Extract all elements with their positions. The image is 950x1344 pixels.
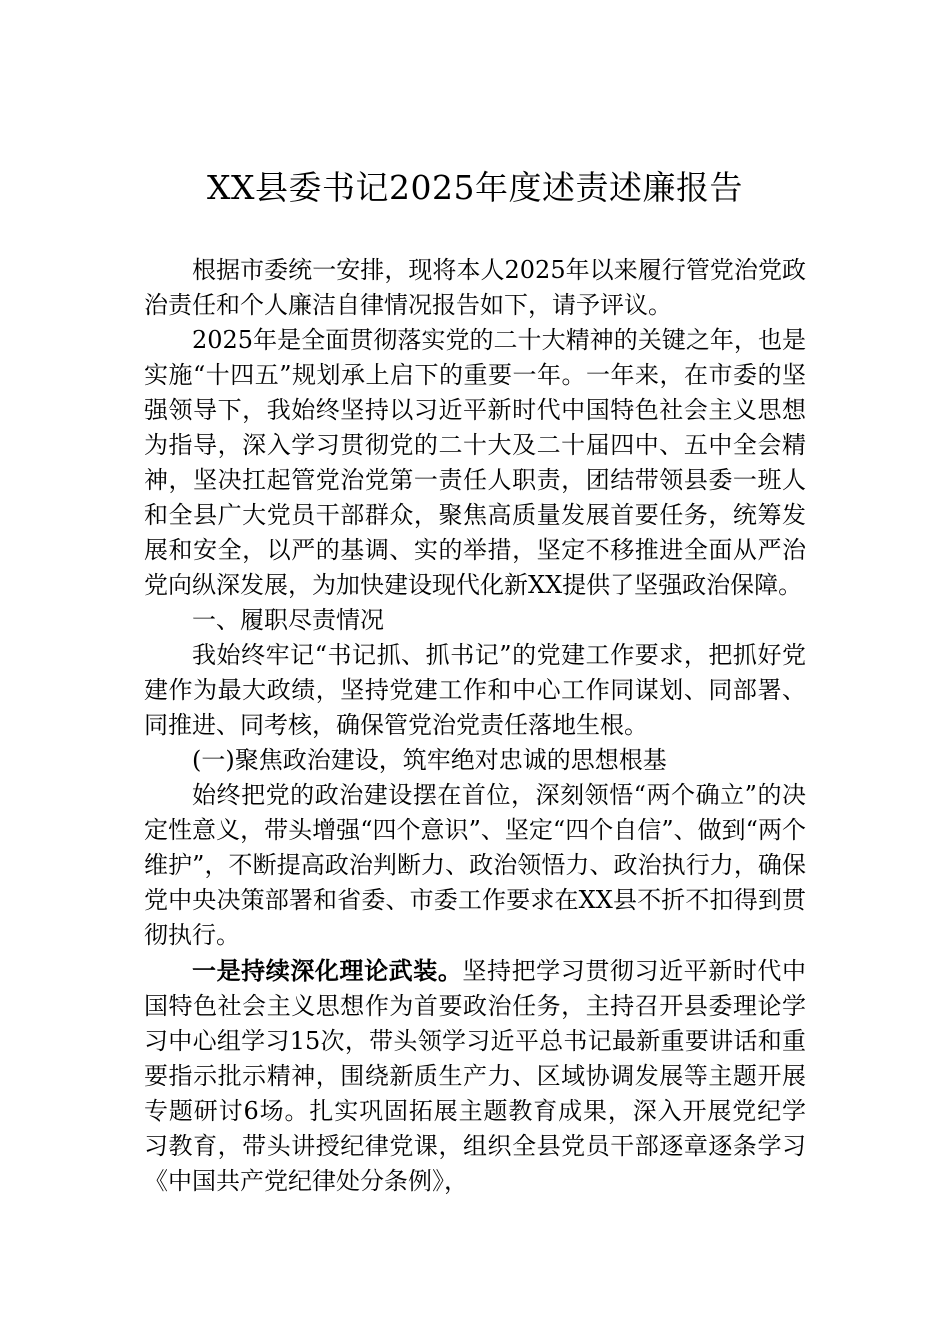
document-title: XX县委书记2025年度述责述廉报告	[207, 168, 743, 207]
paragraph-overview: 2025年是全面贯彻落实党的二十大精神的关键之年，也是实施“十四五”规划承上启下的重要一年。一年来，在市委的坚强领导下，我始终坚持以习近平新时代中国特色社会主义思想为指导，深入学习贯彻党的二十大及二十届四中、五中全会精神，坚决扛起管党治党第一责任人职责，团结带领县委一班人和全县广大党员干部群众，聚焦高质量发展首要任务，统筹发展和安全，以严的基调、实的举措，坚定不移推进全面从严治党向纵深发展，为加快建设现代化新XX提供了坚强政治保障。	[144, 326, 806, 599]
paragraph-intro: 根据市委统一安排，现将本人2025年以来履行管党治党政治责任和个人廉洁自律情况报告如下，请予评议。	[144, 256, 806, 319]
section-heading-duties: 一、履职尽责情况	[192, 606, 384, 634]
subsection-heading-political: (一)聚焦政治建设，筑牢绝对忠诚的思想根基	[192, 746, 667, 774]
paragraph-theory-study	[144, 953, 806, 1199]
paragraph-political-construction: 始终把党的政治建设摆在首位，深刻领悟“两个确立”的决定性意义，带头增强“四个意识”、坚定“四个自信”、做到“两个维护”，不断提高政治判断力、政治领悟力、政治执行力，确保党中央决策部署和省委、市委工作要求在XX县不折不扣得到贯彻执行。	[144, 781, 806, 949]
document-body	[144, 253, 806, 1199]
paragraph-party-building: 我始终牢记“书记抓、抓书记”的党建工作要求，把抓好党建作为最大政绩，坚持党建工作和中心工作同谋划、同部署、同推进、同考核，确保管党治党责任落地生根。	[144, 641, 806, 739]
paragraph-theory-text: 坚持把学习贯彻习近平新时代中国特色社会主义思想作为首要政治任务，主持召开县委理论学习中心组学习15次，带头领学习近平总书记最新重要讲话和重要指示批示精神，围绕新质生产力、区域协调发展等主题开展专题研讨6场。扎实巩固拓展主题教育成果，深入开展党纪学习教育，带头讲授纪律党课，组织全县党员干部逐章逐条学习《中国共产党纪律处分条例》，	[144, 957, 807, 1195]
paragraph-lead-bold: 一是持续深化理论武装。	[192, 956, 463, 985]
